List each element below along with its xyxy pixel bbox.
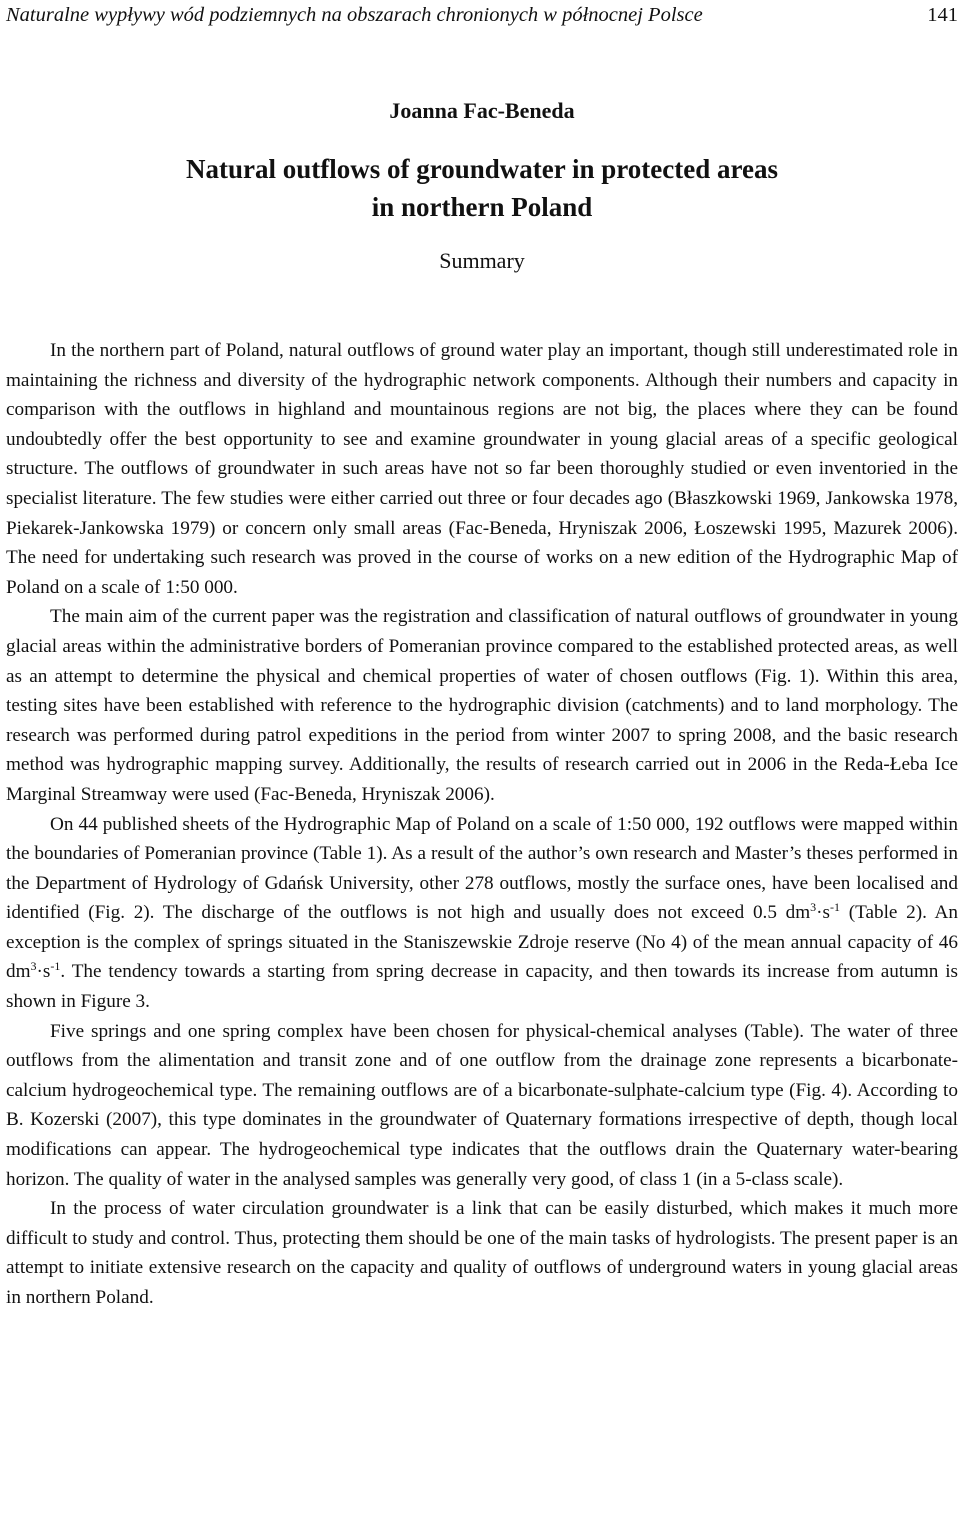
paragraph-5: In the process of water circulation groundwater is a link that can be easily disturbed, which makes it much more difficult to study and control. Thus, protecting them should be one of the main tasks of hydrologists. The present paper is an attempt to initiate extensive research on the capacity and quality of outflows of underground waters in young glacial areas in northern Poland. <box>6 1198 958 1308</box>
paragraph-3-part-3: . The tendency towards a starting from spring decrease in capacity, and then towards its increase from autumn is shown in Figure 3. <box>6 961 958 1013</box>
author-name: Joanna Fac-Beneda <box>389 98 575 123</box>
summary-body <box>6 336 958 1313</box>
paper-title-line-1: Natural outflows of groundwater in protected areas <box>186 154 778 184</box>
page-header <box>6 2 958 28</box>
page-number: 141 <box>927 4 958 26</box>
paragraph-2: The main aim of the current paper was the registration and classification of natural outflows of groundwater in young glacial areas within the administrative borders of Pomeranian province compared to the established protected areas, as well as an attempt to determine the physical and chemical properties of water of chosen outflows (Fig. 1). Within this area, testing sites have been established with reference to the hydrographic division (catchments) and to land morphology. The research was performed during patrol expeditions in the period from winter 2007 to spring 2008, and the basic research method was hydrographic mapping survey. Additionally, the results of research carried out in 2006 in the Reda-Łeba Ice Marginal Streamway were used (Fac-Beneda, Hryniszak 2006). <box>6 606 958 805</box>
paragraph-4: Five springs and one spring complex have been chosen for physical-chemical analyses (Table). The water of three outflows from the alimentation and transit zone and of one outflow from the drainage zone represents a bicarbonate-calcium hydrogeochemical type. The remaining outflows are of a bicarbonate-sulphate-calcium type (Fig. 4). According to B. Kozerski (2007), this type dominates in the groundwater of Quaternary formations irrespective of depth, though local modifications can appear. The hydrogeochemical type indicates that the outflows drain the Quaternary water-bearing horizon. The quality of water in the analysed samples was generally very good, of class 1 (in a 5-class scale). <box>6 1020 958 1190</box>
running-title: Naturalne wypływy wód podziemnych na obszarach chronionych w północnej Polsce <box>6 4 703 26</box>
unit-symbol: ·s <box>816 902 830 924</box>
unit-exponent: -1 <box>50 959 61 974</box>
paragraph-3 <box>6 810 958 1017</box>
unit-exponent: 3 <box>30 959 37 974</box>
paragraph-3-part-2: (Table 2). An exception is the complex of springs situated in the Staniszewskie Zdroje reserve (No 4) of the mean annual capacity of 46 dm <box>6 902 958 983</box>
paragraph-3-part-1: On 44 published sheets of the Hydrographic Map of Poland on a scale of 1:50 000, 192 outflows were mapped within the boundaries of Pomeranian province (Table 1). As a result of the author’s own research and Master’s theses performed in the Department of Hydrology of Gdańsk University, other 278 outflows, mostly the surface ones, have been localised and identified (Fig. 2). The discharge of the outflows is not high and usually does not exceed 0.5 dm <box>6 813 958 924</box>
summary-heading: Summary <box>439 248 525 273</box>
unit-exponent: 3 <box>810 900 817 915</box>
unit-symbol: ·s <box>36 961 51 983</box>
paper-title-line-2: in northern Poland <box>371 192 593 222</box>
paragraph-1: In the northern part of Poland, natural outflows of ground water play an important, though still underestimated role in maintaining the richness and diversity of the hydrographic network components. Although their numbers and capacity in comparison with the outflows in highland and mountainous regions are not big, the places where they can be found undoubtedly offer the best opportunity to see and examine groundwater in young glacial areas of a specific geological structure. The outflows of groundwater in such areas have not so far been thoroughly studied or even inventoried in the specialist literature. The few studies were either carried out three or four decades ago (Błaszkowski 1969, Jankowska 1978, Piekarek-Jankowska 1979) or concern only small areas (Fac-Beneda, Hryniszak 2006, Łoszewski 1995, Mazurek 2006). The need for undertaking such research was proved in the course of works on a new edition of the Hydrographic Map of Poland on a scale of 1:50 000. <box>6 340 958 598</box>
document-page <box>6 0 958 1517</box>
paper-title <box>6 150 958 226</box>
unit-exponent: -1 <box>830 900 840 915</box>
